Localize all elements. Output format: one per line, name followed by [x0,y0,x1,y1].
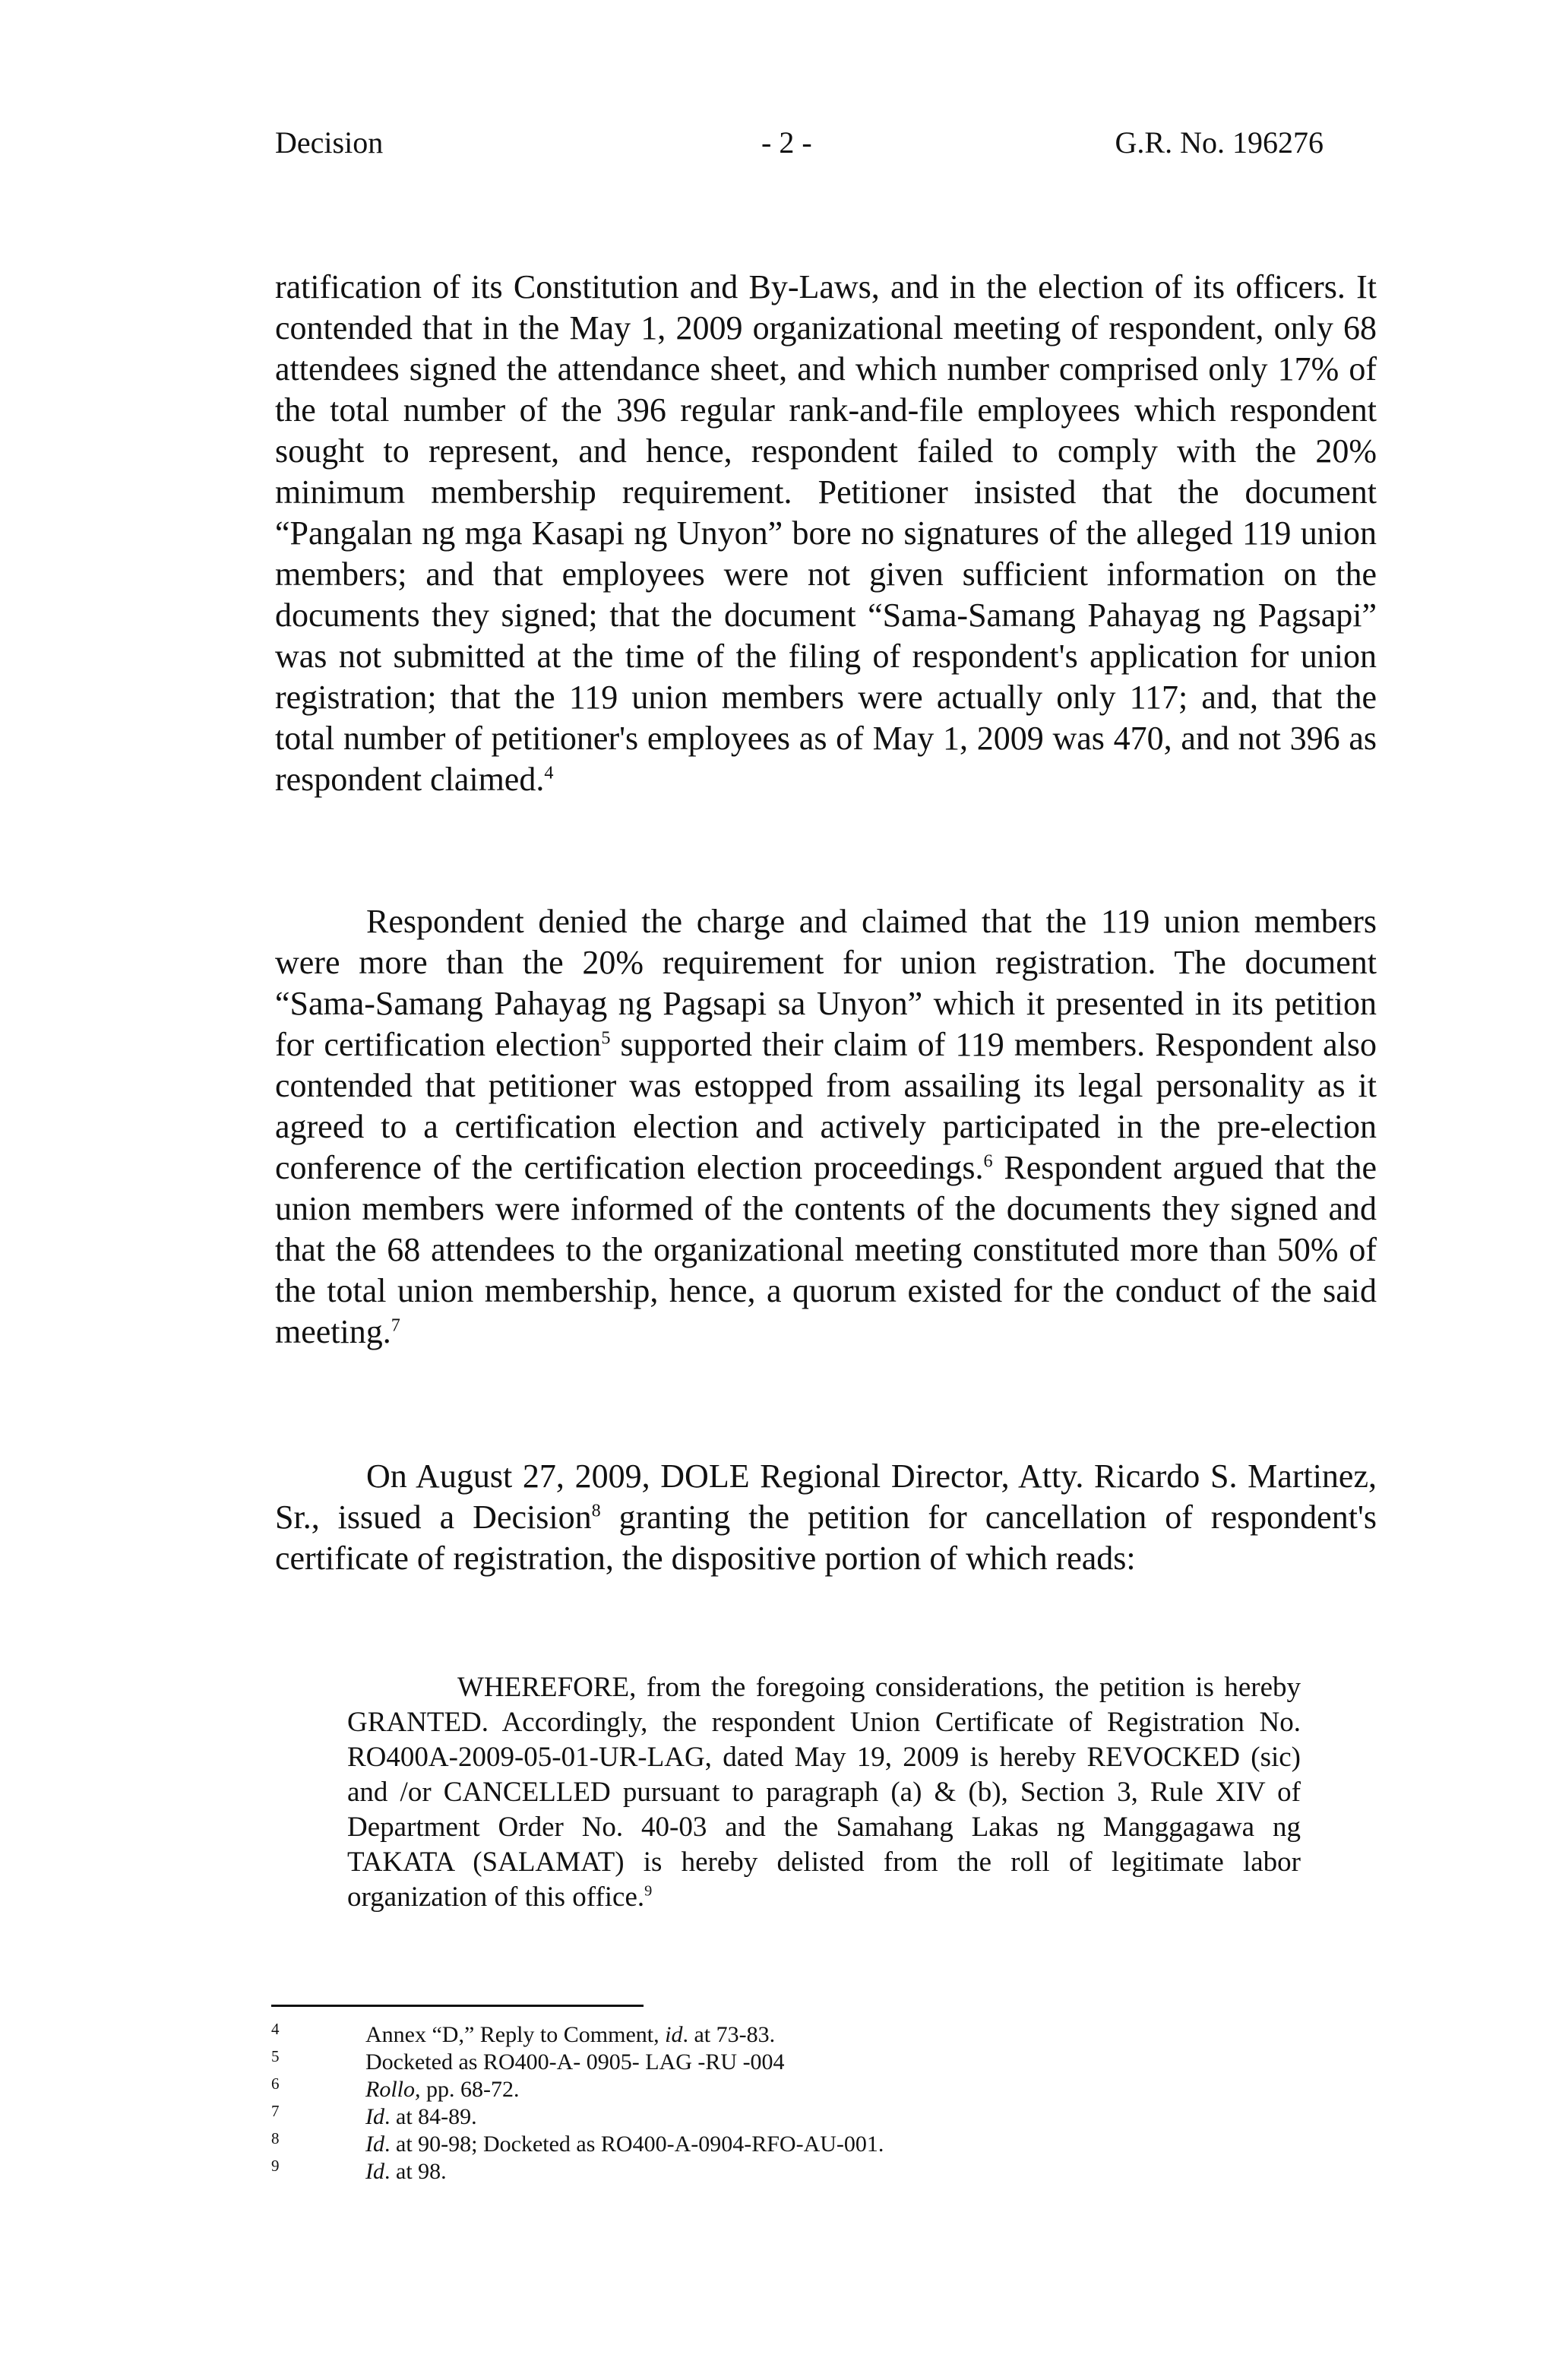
footnotes [271,2021,1335,2185]
paragraph-text: Respondent denied the charge and claimed that the 119 union members were more than the 20% requirement for union registration. The document “Sama-Samang Pahayag ng Pagsapi sa Unyon” which it presented in its petition for certification election [275,903,1377,1063]
footnote-text: Annex “D,” Reply to Comment, id. at 73-83. [365,2022,776,2047]
footnote-4 [271,2021,1335,2049]
quote-text: WHEREFORE, from the foregoing considerations, the petition is hereby GRANTED. Accordingly, the respondent Union Certificate of Registration No. RO400A-2009-05-01-UR-LAG, dated May 19, 2009 is hereby REVOCKED (sic) and /or CANCELLED pursuant to paragraph (a) & (b), Section 3, Rule XIV of Department Order No. 40-03 and the Samahang Lakas ng Manggagawa ng TAKATA (SALAMAT) is hereby delisted from the roll of legitimate labor organization of this office. [347,1672,1301,1913]
paragraph-petitioner-contentions [275,267,1377,800]
paragraph-regional-director-decision [275,1456,1377,1579]
paragraph-text: Respondent argued that the union members were informed of the contents of the documents they signed and that the 68 attendees to the organizational meeting constituted more than 50% of the total union membership, hence, a quorum existed for the conduct of the said meeting. [275,1149,1377,1350]
footnote-9 [271,2158,1335,2185]
footnote-ref-9[interactable]: 9 [644,1882,653,1900]
footnote-ref-7[interactable]: 7 [391,1315,400,1336]
footnote-number: 6 [271,2075,280,2093]
footnote-text: Id. at 90-98; Docketed as RO400-A-0904-RFO-AU-001. [365,2132,884,2157]
footnote-ref-6[interactable]: 6 [983,1150,993,1172]
footnote-number: 9 [271,2157,280,2175]
page-header [275,125,1324,164]
paragraph-respondent-denial [275,901,1377,1353]
paragraph-text: ratification of its Constitution and By-Laws, and in the election of its officers. It contended that in the May 1, 2009 organizational meeting of respondent, only 68 attendees signed the attendance sheet, and which number comprised only 17% of the total number of the 396 regular rank-and-file employees which respondent sought to represent, and hence, respondent failed to comply with the 20% minimum membership requirement. Petitioner insisted that the document “Pangalan ng mga Kasapi ng Unyon” bore no signatures of the alleged 119 union members; and that employees were not given sufficient information on the documents they signed; that the document “Sama-Samang Pahayag ng Pagsapi” was not submitted at the time of the filing of respondent's application for union registration; that the 119 union members were actually only 117; and, that the total number of petitioner's employees as of May 1, 2009 was 470, and not 396 as respondent claimed. [275,268,1377,798]
footnote-ref-5[interactable]: 5 [601,1027,611,1049]
footnote-text: Docketed as RO400-A- 0905- LAG -RU -004 [365,2049,785,2075]
paragraph-text: supported their claim of 119 members. Respondent also contended that petitioner was estopped from assailing its legal personality as it agreed to a certification election and actively participated in the pre-election conference of the certification election proceedings. [275,1026,1377,1186]
header-page-number: - 2 - [761,125,812,160]
footnote-text: Id. at 98. [365,2159,447,2184]
block-quote-dispositive [347,1670,1301,1915]
footnote-separator [271,2005,644,2007]
footnote-number: 7 [271,2102,280,2120]
footnote-number: 8 [271,2129,280,2147]
footnote-ref-8[interactable]: 8 [591,1500,601,1521]
footnote-text: Rollo, pp. 68-72. [365,2077,520,2102]
footnote-text: Id. at 84-89. [365,2104,477,2129]
footnote-number: 5 [271,2047,280,2065]
header-doc-type: Decision [275,125,384,160]
footnote-ref-4[interactable]: 4 [544,762,554,783]
footnote-7 [271,2103,1335,2131]
header-case-number: G.R. No. 196276 [1115,125,1324,160]
footnote-5 [271,2049,1335,2076]
paragraph-text: On August 27, 2009, DOLE Regional Director, Atty. Ricardo S. Martinez, Sr., issued a Decision [275,1457,1377,1536]
footnote-8 [271,2131,1335,2158]
footnote-6 [271,2076,1335,2103]
paragraph-text: granting the petition for cancellation of respondent's certificate of registration, the dispositive portion of which reads: [275,1499,1377,1577]
footnote-number: 4 [271,2020,280,2038]
